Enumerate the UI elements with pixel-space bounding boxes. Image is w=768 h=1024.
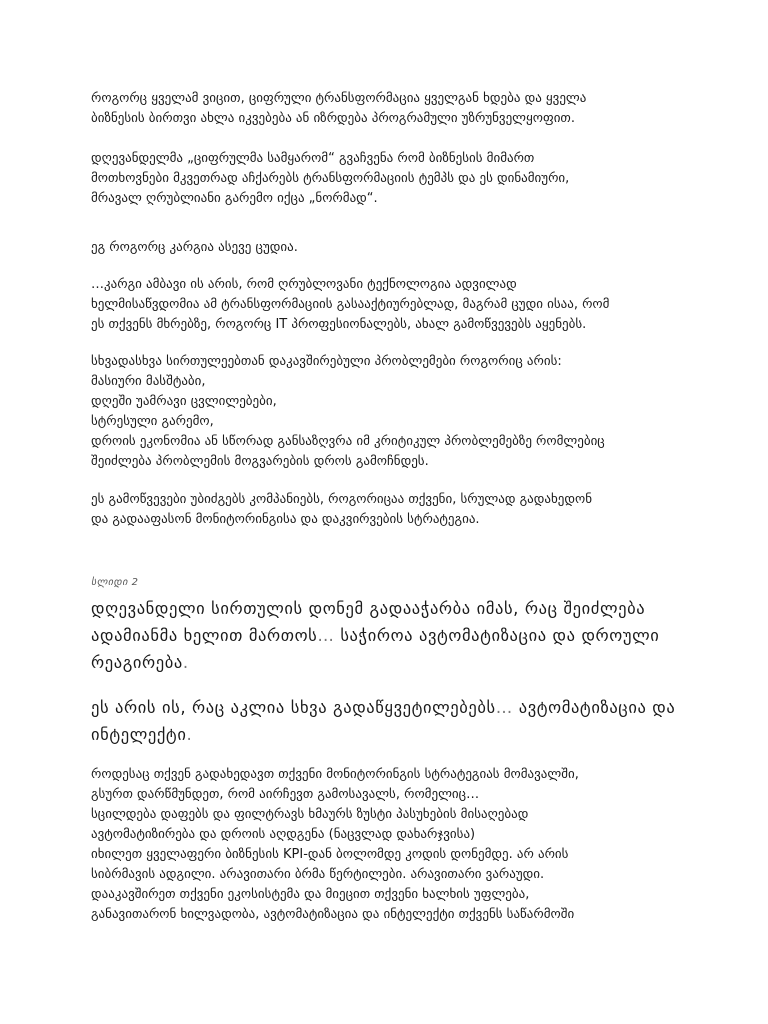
text-line: გსურთ დარწმუნდეთ, რომ აირჩევთ გამოსავალს, რომელიც… [91, 787, 480, 802]
heading-line [91, 595, 681, 622]
slide-label: სლიდი 2 [91, 577, 139, 588]
heading-text: დღევანდელი სირთულის დონემ გადააჭარბა იმას, რაც შეიძლება [91, 599, 646, 618]
text-line: განავითარონ ხილვადობა, ავტომატიზაცია და ინტელექტი თქვენს საწარმოში [91, 907, 575, 922]
slide-heading-1 [91, 595, 681, 676]
list-item: სტრესული გარემო, [91, 414, 214, 429]
heading-text: ინტელექტი [91, 725, 187, 744]
ellipsis: … [495, 698, 513, 717]
text-line: დღევანდელმა „ციფრულმა სამყარომ“ გვაჩვენა რომ ბიზნესის მიმართ [91, 151, 535, 166]
text-line: ეს გამოწვევები უბიძგებს კომპანიებს, როგორიცაა თქვენი, სრულად გადახედონ [91, 492, 593, 507]
text-line: როგორც ყველამ ვიცით, ციფრული ტრანსფორმაცია ყველგან ხდება და ყველა [91, 91, 587, 106]
slide-heading-2 [91, 694, 681, 748]
period: . [182, 653, 189, 672]
heading-line [91, 622, 681, 649]
text-line: შეიძლება პრობლემის მოგვარების დროს გამოჩნდეს. [91, 454, 429, 469]
text-line: …კარგი ამბავი ის არის, რომ ღრუბლოვანი ტექნოლოგია ადვილად [91, 277, 517, 292]
problems-paragraph [91, 352, 681, 472]
text-line: ეგ როგორც კარგია ასევე ცუდია. [91, 240, 298, 255]
heading-text: ეს არის ის, რაც აკლია სხვა გადაწყვეტილებებს [91, 698, 496, 717]
plan-paragraph [91, 765, 681, 925]
list-item: დააკავშირეთ თქვენი ეკოსისტემა და მიეცით თქვენი ხალხის უფლება, [91, 887, 530, 902]
list-item: ავტომატიზირება და დროის აღდგენა (ნაცვლად დახარჯვისა) [91, 827, 476, 842]
today-paragraph [91, 149, 681, 209]
heading-text: ადამიანმა ხელით მართოს [91, 626, 318, 645]
heading-line [91, 694, 681, 721]
intro-paragraph [91, 89, 681, 129]
period: . [186, 725, 193, 744]
challenge-paragraph [91, 490, 681, 530]
heading-line [91, 649, 681, 676]
text-line: სხვადასხვა სირთულეებთან დაკავშირებული პრობლემები როგორიც არის: [91, 354, 562, 369]
ellipsis: … [317, 626, 335, 645]
heading-text: ავტომატიზაცია და [512, 698, 676, 717]
list-item: სცილდება დაფებს და ფილტრავს ხმაურს ზუსტი პასუხების მისაღებად [91, 807, 529, 822]
text-line: ბიზნესის ბირთვი ახლა იკვებება ან იზრდება პროგრამული უზრუნველყოფით. [91, 111, 575, 126]
text-line: ხელმისაწვდომია ამ ტრანსფორმაციის გასააქტიურებლად, მაგრამ ცუდი ისაა, რომ [91, 297, 610, 312]
text-line: მოთხოვნები მკვეთრად აჩქარებს ტრანსფორმაციის ტემპს და ეს დინამიური, [91, 171, 570, 186]
heading-text: საჭიროა ავტომატიზაცია და დროული [334, 626, 660, 645]
good-news-paragraph [91, 275, 681, 335]
text-line: სიბრმავის ადგილი. არავითარი ბრმა წერტილები. არავითარი ვარაუდი. [91, 867, 545, 882]
list-item: მასიური მასშტაბი, [91, 374, 206, 389]
list-item: იხილეთ ყველაფერი ბიზნესის KPI-დან ბოლომდე კოდის დონემდე. არ არის [91, 847, 569, 862]
heading-line [91, 721, 681, 748]
text-line: მრავალ ღრუბლიანი გარემო იქცა „ნორმად“. [91, 191, 378, 206]
good-bad-paragraph [91, 238, 681, 258]
text-line: და გადააფასონ მონიტორინგისა და დაკვირვების სტრატეგია. [91, 512, 480, 527]
text-line: ეს თქვენს მხრებზე, როგორც IT პროფესიონალებს, ახალ გამოწვევებს აყენებს. [91, 317, 587, 332]
list-item: დღეში უამრავი ცვლილებები, [91, 394, 277, 409]
text-line: როდესაც თქვენ გადახედავთ თქვენი მონიტორინგის სტრატეგიას მომავალში, [91, 767, 579, 782]
list-item: დროის ეკონომია ან სწორად განსაზღვრა იმ კრიტიკულ პრობლემებზე რომლებიც [91, 434, 605, 449]
heading-text: რეაგირება [91, 653, 183, 672]
